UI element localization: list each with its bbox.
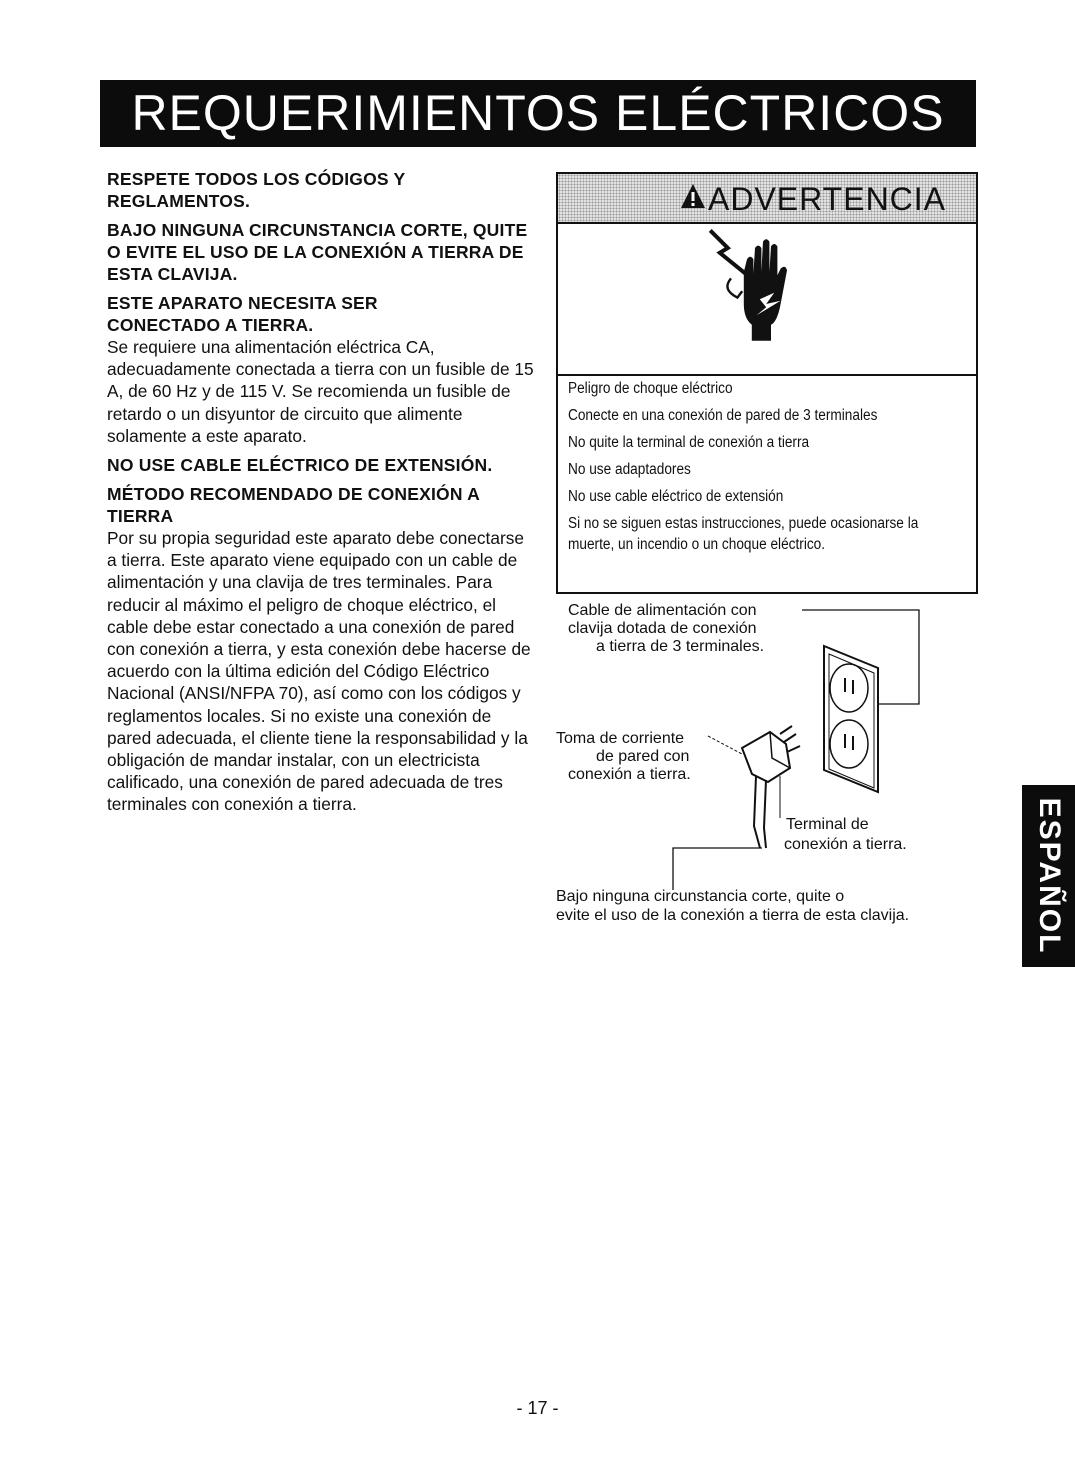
- heading-do-not-cut: BAJO NINGUNA CIRCUNSTANCIA CORTE, QUITE O EVITE EL USO DE LA CONEXIÓN A TIERRA DE ESTA CLAVIJA.: [107, 220, 528, 284]
- warning-list: [568, 378, 973, 555]
- terminal-label-line: Terminal de: [786, 816, 869, 833]
- cable-label-line: Cable de alimentación con: [568, 602, 757, 619]
- warning-line: No use cable eléctrico de extensión: [568, 488, 784, 505]
- page-number: - 17 -: [516, 1398, 559, 1418]
- warning-box: [556, 172, 978, 594]
- page-title: REQUERIMIENTOS ELÉCTRICOS: [100, 80, 976, 147]
- warning-header: [558, 174, 976, 224]
- electric-shock-hand-icon: [558, 224, 976, 344]
- warning-divider: [558, 374, 976, 376]
- cable-label-line: a tierra de 3 terminales.: [596, 638, 765, 655]
- heading-recommended-method: MÉTODO RECOMENDADO DE CONEXIÓN A TIERRA: [107, 484, 480, 527]
- warning-line: Si no se siguen estas instrucciones, puede ocasionarse la muerte, un incendio o un choque eléctrico.: [568, 515, 919, 553]
- terminal-label-line: conexión a tierra.: [784, 836, 907, 853]
- warning-line: Peligro de choque eléctrico: [568, 380, 733, 397]
- outlet-label-line: de pared con: [596, 748, 690, 765]
- warning-line: Conecte en una conexión de pared de 3 terminales: [568, 407, 878, 424]
- outlet-label-line: Toma de corriente: [556, 730, 685, 747]
- warning-triangle-icon: [680, 183, 706, 209]
- plug-and-outlet-drawing: [556, 596, 986, 896]
- heading-grounding-required: ESTE APARATO NECESITA SER CONECTADO A TIERRA.: [107, 293, 378, 335]
- warning-line: No quite la terminal de conexión a tierra: [568, 434, 810, 451]
- language-tab-label: ESPAÑOL: [1032, 797, 1066, 955]
- warning-title: ADVERTENCIA: [708, 181, 947, 217]
- caption-line: evite el uso de la conexión a tierra de esta clavija.: [556, 907, 910, 924]
- heading-no-extension: NO USE CABLE ELÉCTRICO DE EXTENSIÓN.: [107, 455, 493, 476]
- paragraph-grounding-method: Por su propia seguridad este aparato debe conectarse a tierra. Este aparato viene equipado con un cable de alimentación y una clavija de tres terminales. Para reducir al máximo el peligro de choque eléctrico, el cable debe estar conectado a una conexión de pared con conexión a tierra, y esta conexión debe hacerse de acuerdo con la última edición del Código Eléctrico Nacional (ANSI/NFPA 70), así como con los códigos y reglamentos locales. Si no existe una conexión de pared adecuada, el cliente tiene la responsabilidad y la obligación de mandar instalar, con un electricista calificado, una conexión de pared adecuada de tres terminales con conexión a tierra.: [107, 528, 531, 815]
- left-column: [107, 168, 537, 823]
- warning-line: No use adaptadores: [568, 461, 691, 478]
- language-tab: [1022, 785, 1075, 967]
- heading-codes: RESPETE TODOS LOS CÓDIGOS Y REGLAMENTOS.: [107, 169, 406, 211]
- caption-line: Bajo ninguna circunstancia corte, quite o: [556, 888, 845, 905]
- grounding-plug-figure: [556, 596, 986, 936]
- outlet-label-line: conexión a tierra.: [568, 766, 691, 783]
- paragraph-power-supply: Se requiere una alimentación eléctrica CA, adecuadamente conectada a tierra con un fusible de 15 A, de 60 Hz y de 115 V. Se recomienda un fusible de retardo o un disyuntor de circuito que alimente solamente a este aparato.: [107, 337, 534, 446]
- cable-label-line: clavija dotada de conexión: [568, 620, 757, 637]
